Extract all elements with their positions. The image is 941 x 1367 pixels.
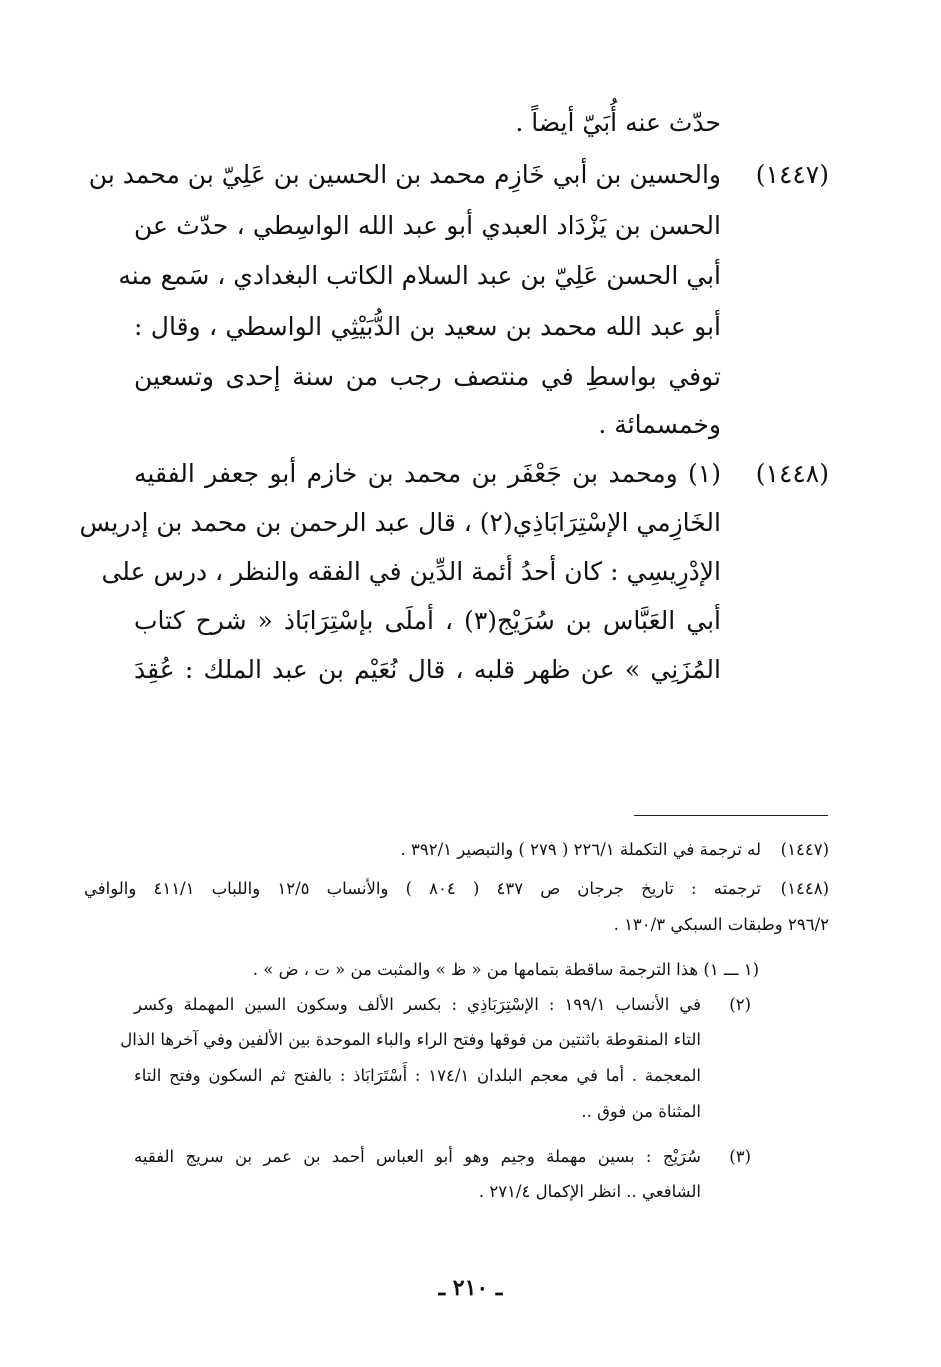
entry-line: الحسن بن يَزْدَاد العبدي أبو عبد الله الواسِطي ، حدّث عن: [134, 211, 721, 240]
entry-line: الإدْرِيسِي : كان أحدُ أئمة الدِّين في الفقه والنظر ، درس على: [101, 557, 721, 586]
footnote-line: سُرَيْج : بسين مهملة وجيم وهو أبو العباس أحمد بن عمر بن سريج الفقيه: [134, 1147, 701, 1166]
footnote-line: (١ ـــ ١) هذا الترجمة ساقطة بتمامها من « ظ » والمثبت من « ت ، ض » .: [252, 960, 759, 979]
entry-line: (١) ومحمد بن جَعْفَر بن محمد بن خازم أبو جعفر الفقيه: [134, 459, 721, 488]
page-number: ـ ٢١٠ ـ: [438, 1275, 503, 1301]
footnote-line: ٢٩٦/٢ وطبقات السبكي ١٣٠/٣ .: [613, 915, 829, 934]
footnote-number: (٣): [729, 1147, 751, 1166]
entry-line: والحسين بن أبي خَازِم محمد بن الحسين بن عَلِيّ بن محمد بن: [88, 160, 721, 189]
entry-line: الخَازِمي الإسْتِرَابَاذِي(٢) ، قال عبد الرحمن بن محمد بن إدريس: [79, 508, 721, 537]
footnote-line: التاء المنقوطة باثنتين من فوقها وفتح الراء والباء الموحدة بين الألفين وفي آخرها الذال: [120, 1030, 701, 1049]
footnote-line: الشافعي .. انظر الإكمال ٢٧١/٤ .: [478, 1182, 701, 1201]
footnote-number: (١٤٤٧): [780, 840, 829, 859]
footnote-number: (١٤٤٨): [780, 879, 829, 898]
footnote-number: (٢): [729, 995, 751, 1014]
footnote-line: ترجمته : تاريخ جرجان ص ٤٣٧ ( ٨٠٤ ) والأنساب ١٢/٥ واللباب ٤١١/١ والوافي: [84, 879, 761, 898]
footnote-separator: [634, 815, 828, 816]
entry-line: المُزَنِي » عن ظهر قلبه ، قال نُعَيْم بن عبد الملك : عُقِدَ: [134, 655, 721, 684]
entry-number: (١٤٤٧): [755, 160, 829, 189]
entry-line: أبي الحسن عَلِيّ بن عبد السلام الكاتب البغدادي ، سَمع منه: [118, 261, 721, 290]
footnote-line: المثناة من فوق ..: [581, 1102, 701, 1121]
footnote-line: المعجمة . أما في معجم البلدان ١٧٤/١ : أَسْتَرَابَاذ : بالفتح ثم السكون وفتح التاء: [134, 1066, 702, 1085]
entry-line: وخمسمائة .: [598, 410, 721, 439]
entry-number: (١٤٤٨): [755, 459, 829, 488]
footnote-line: في الأنساب ١٩٩/١ : الإسْتِرَبَاذِي : بكسر الألف وسكون السين المهملة وكسر: [134, 995, 702, 1014]
footnote-line: له ترجمة في التكملة ٢٢٦/١ ( ٢٧٩ ) والتبصير ٣٩٢/١ .: [400, 840, 761, 859]
entry-line: أبي العَبَّاس بن سُرَيْج(٣) ، أملَى بإسْتِرَابَاذ « شرح كتاب: [134, 606, 721, 635]
continuation-line: حدّث عنه أُبَيّ أيضاً .: [515, 108, 721, 137]
entry-line: توفي بواسطِ في منتصف رجب من سنة إحدى وتسعين: [134, 362, 721, 391]
entry-line: أبو عبد الله محمد بن سعيد بن الدُّبَيْثِي الواسطي ، وقال :: [134, 312, 721, 341]
